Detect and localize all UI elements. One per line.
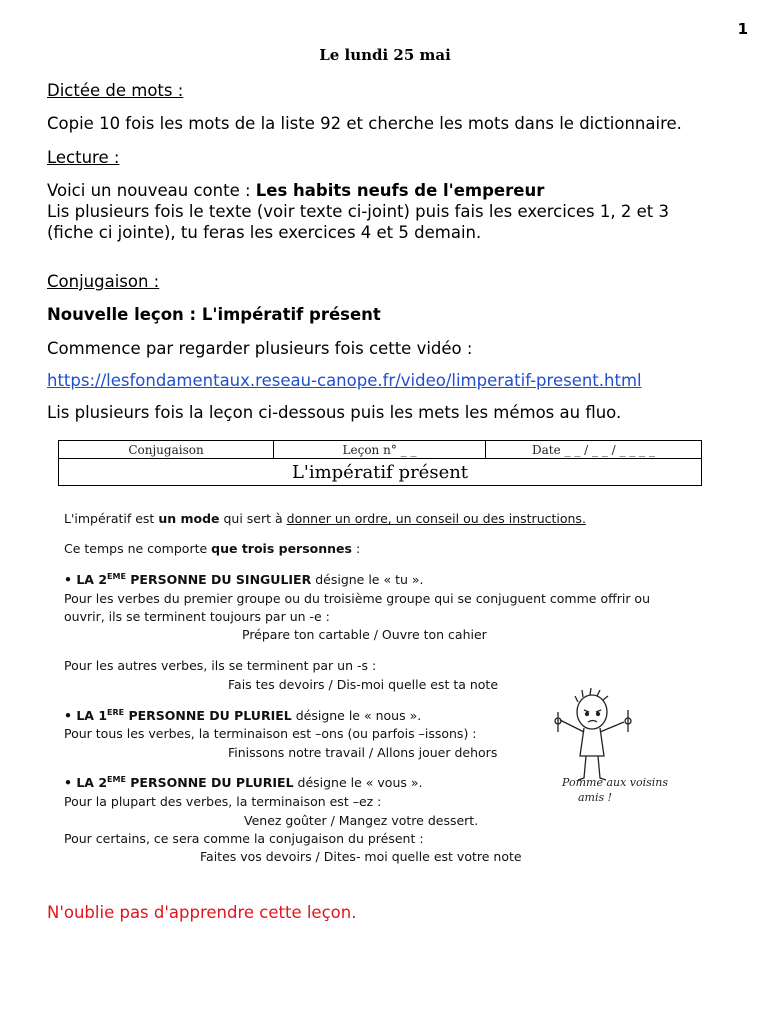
- sheet-p1-example2: Fais tes devoirs / Dis-moi quelle est ta note: [228, 677, 499, 692]
- sheet-p1-line1: Pour les verbes du premier groupe ou du troisième groupe qui se conjuguent comme offrir ou: [64, 591, 650, 606]
- persons-part: :: [351, 541, 361, 556]
- sheet-definition: [64, 511, 586, 526]
- persons-count: que trois personnes: [211, 541, 352, 556]
- cartoon-boy-illustration: [548, 688, 644, 788]
- sheet-col-lesson: Leçon n° _ _: [274, 441, 486, 459]
- reminder-text: N'oublie pas d'apprendre cette leçon.: [47, 903, 357, 922]
- illustration-caption-line2: amis !: [578, 791, 613, 804]
- p3-label: • LA 2: [64, 775, 108, 791]
- sheet-p1-heading: [64, 572, 424, 587]
- tale-title: Les habits neufs de l'empereur: [255, 181, 545, 200]
- lecture-line3: (fiche ci jointe), tu feras les exercices 4 et 5 demain.: [47, 223, 482, 242]
- p2-person: PERSONNE DU PLURIEL: [124, 708, 292, 724]
- page-number: 1: [737, 20, 748, 38]
- sheet-p1-example: Prépare ton cartable / Ouvre ton cahier: [242, 627, 487, 642]
- p2-desc: désigne le « nous ».: [291, 708, 422, 724]
- lecture-intro-line: [47, 180, 544, 201]
- sheet-p1-line2: ouvrir, ils se terminent toujours par un -e :: [64, 609, 330, 624]
- sheet-p2-example: Finissons notre travail / Allons jouer dehors: [228, 745, 498, 760]
- illustration-caption-line1: Pomme aux voisins: [562, 776, 669, 789]
- p2-sup: ERE: [107, 708, 125, 717]
- sheet-p3-line1: Pour la plupart des verbes, la terminaison est –ez :: [64, 794, 382, 809]
- lecture-heading: Lecture :: [47, 148, 120, 167]
- lesson-instruction: Lis plusieurs fois la leçon ci-dessous puis les mets les mémos au fluo.: [47, 403, 622, 422]
- sheet-col-subject: Conjugaison: [59, 441, 274, 459]
- lesson-title: Nouvelle leçon : L'impératif présent: [47, 305, 381, 324]
- def-part: L'impératif est: [64, 511, 159, 526]
- conjugaison-heading: Conjugaison :: [47, 272, 160, 291]
- sheet-p3-heading: [64, 775, 422, 790]
- lecture-intro: Voici un nouveau conte :: [47, 181, 256, 200]
- dictee-heading: Dictée de mots :: [47, 81, 184, 100]
- date-heading: Le lundi 25 mai: [319, 46, 451, 64]
- sheet-p3-example2: Faites vos devoirs / Dites- moi quelle est votre note: [200, 849, 522, 864]
- video-link[interactable]: https://lesfondamentaux.reseau-canope.fr/video/limperatif-present.html: [47, 371, 642, 390]
- dictee-text: Copie 10 fois les mots de la liste 92 et cherche les mots dans le dictionnaire.: [47, 114, 682, 133]
- lesson-sheet-header: [58, 440, 701, 488]
- p3-desc: désigne le « vous ».: [293, 775, 423, 791]
- p2-label: • LA 1: [64, 708, 108, 724]
- sheet-p2-line1: Pour tous les verbes, la terminaison est –ons (ou parfois –issons) :: [64, 726, 477, 741]
- persons-part: Ce temps ne comporte: [64, 541, 212, 556]
- sheet-p3-example: Venez goûter / Mangez votre dessert.: [244, 813, 479, 828]
- def-purpose: donner un ordre, un conseil ou des instructions.: [286, 511, 586, 526]
- video-instruction: Commence par regarder plusieurs fois cette vidéo :: [47, 339, 473, 358]
- p1-label: • LA 2: [64, 572, 108, 588]
- lecture-line2: Lis plusieurs fois le texte (voir texte ci-joint) puis fais les exercices 1, 2 et 3: [47, 202, 669, 221]
- sheet-persons: [64, 541, 360, 556]
- sheet-p2-heading: [64, 708, 421, 723]
- def-mode: un mode: [158, 511, 220, 526]
- def-part: qui sert à: [219, 511, 287, 526]
- sheet-p1-line3: Pour les autres verbes, ils se terminent par un -s :: [64, 658, 377, 673]
- p3-person: PERSONNE DU PLURIEL: [125, 775, 294, 791]
- p1-sup: EME: [107, 572, 126, 581]
- sheet-col-date: Date _ _ / _ _ / _ _ _ _: [486, 441, 702, 459]
- p1-desc: désigne le « tu ».: [311, 572, 424, 588]
- p3-sup: EME: [107, 775, 126, 784]
- p1-person: PERSONNE DU SINGULIER: [125, 572, 312, 588]
- sheet-title: L'impératif présent: [59, 459, 702, 486]
- sheet-p3-line2: Pour certains, ce sera comme la conjugaison du présent :: [64, 831, 424, 846]
